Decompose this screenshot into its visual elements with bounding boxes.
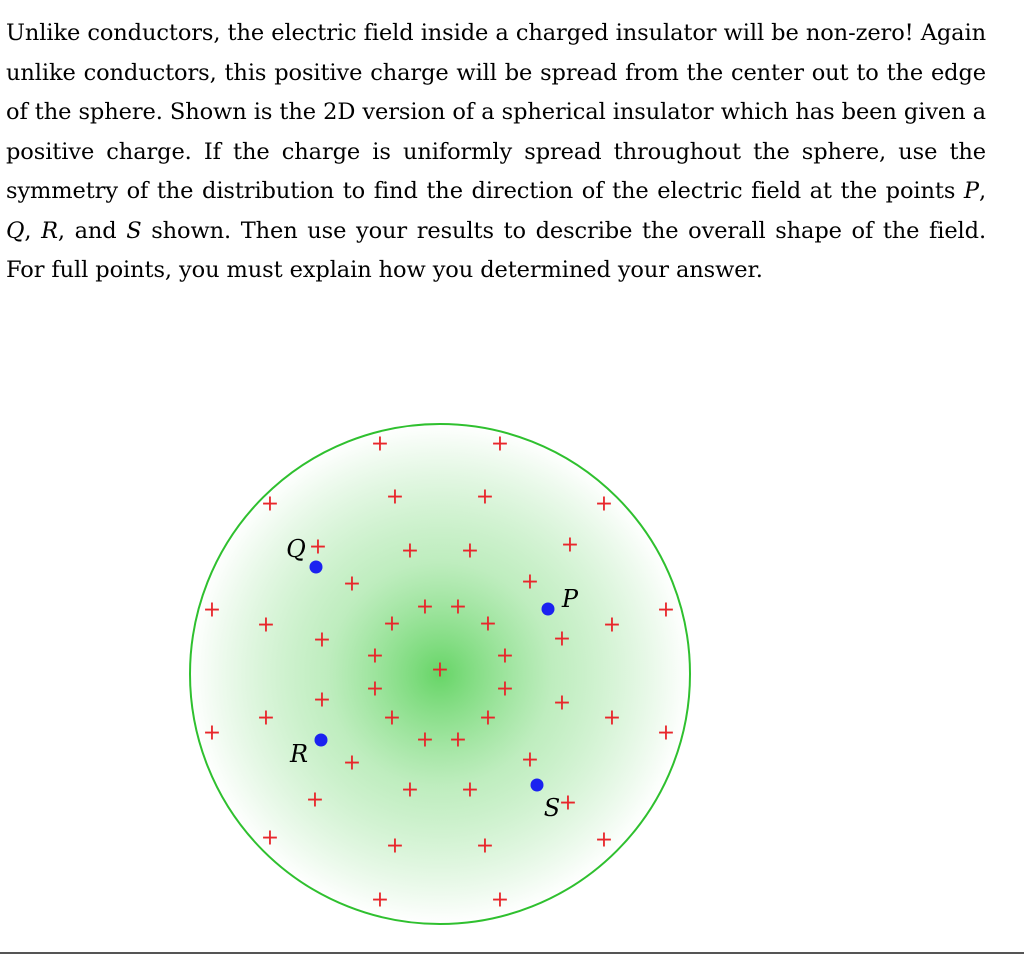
positive-charge-49: + <box>490 887 510 913</box>
point-q-ref: Q <box>6 217 25 244</box>
point-s-label: S <box>543 794 561 822</box>
positive-charge-18: + <box>382 611 402 637</box>
positive-charge-44: + <box>260 825 280 851</box>
point-r-dot <box>315 734 328 747</box>
problem-text-3: , <box>24 217 42 244</box>
positive-charge-8: + <box>400 538 420 564</box>
positive-charge-46: + <box>475 833 495 859</box>
bottom-divider <box>0 952 1024 954</box>
positive-charge-28: + <box>312 687 332 713</box>
positive-charge-34: + <box>202 720 222 746</box>
problem-text-1: Unlike conductors, the electric field inside a charged insulator will be non-zero! Again unlike conductors, this positive charge will be spread from the center out to the edge of the sphere. Shown is the 2D version of a spherical insulator which has been given a positive charge. If the charge is uniformly spread throughout the sphere, use the symmetry of the distribution to find the direction of the electric field at the points <box>6 20 986 204</box>
positive-charge-2: + <box>490 431 510 457</box>
positive-charge-5: + <box>475 484 495 510</box>
problem-text-5: shown. Then use your results to describe the overall shape of the field. For full points, you must explain how you determined your answer. <box>6 217 987 283</box>
positive-charge-22: + <box>552 626 572 652</box>
positive-charge-40: + <box>305 787 325 813</box>
positive-charge-11: + <box>342 571 362 597</box>
positive-charge-6: + <box>594 491 614 517</box>
positive-charge-37: + <box>448 727 468 753</box>
positive-charge-45: + <box>385 833 405 859</box>
positive-charge-23: + <box>365 643 385 669</box>
positive-charge-30: + <box>256 705 276 731</box>
positive-charge-16: + <box>656 597 676 623</box>
point-s-dot <box>531 779 544 792</box>
positive-charge-9: + <box>460 538 480 564</box>
problem-text-2: , <box>978 178 986 204</box>
positive-charge-31: + <box>602 705 622 731</box>
problem-text-4: , and <box>57 217 127 244</box>
point-p-label: P <box>561 585 579 613</box>
positive-charge-36: + <box>415 727 435 753</box>
point-p-ref: P <box>963 178 979 204</box>
point-s-ref: S <box>126 217 142 244</box>
positive-charge-15: + <box>202 597 222 623</box>
positive-charge-21: + <box>312 627 332 653</box>
positive-charge-26: + <box>365 676 385 702</box>
point-r-ref: R <box>41 217 58 244</box>
positive-charge-41: + <box>400 777 420 803</box>
positive-charge-33: + <box>478 705 498 731</box>
positive-charge-39: + <box>520 747 540 773</box>
positive-charge-38: + <box>342 750 362 776</box>
point-q-label: Q <box>286 535 306 563</box>
positive-charge-25: + <box>430 657 450 683</box>
positive-charge-42: + <box>460 777 480 803</box>
positive-charge-12: + <box>520 569 540 595</box>
positive-charge-14: + <box>448 594 468 620</box>
positive-charge-47: + <box>594 827 614 853</box>
positive-charge-3: + <box>260 491 280 517</box>
point-q-dot <box>310 561 323 574</box>
positive-charge-10: + <box>308 534 328 560</box>
positive-charge-43: + <box>558 790 578 816</box>
positive-charge-1: + <box>370 431 390 457</box>
positive-charge-17: + <box>256 612 276 638</box>
positive-charge-7: + <box>560 532 580 558</box>
positive-charge-32: + <box>382 705 402 731</box>
positive-charge-4: + <box>385 484 405 510</box>
point-r-label: R <box>289 740 309 768</box>
positive-charge-20: + <box>602 612 622 638</box>
positive-charge-24: + <box>495 643 515 669</box>
positive-charge-29: + <box>552 690 572 716</box>
positive-charge-13: + <box>415 594 435 620</box>
positive-charge-19: + <box>478 611 498 637</box>
positive-charge-27: + <box>495 676 515 702</box>
positive-charge-35: + <box>656 720 676 746</box>
positive-charge-48: + <box>370 887 390 913</box>
point-p-dot <box>542 603 555 616</box>
